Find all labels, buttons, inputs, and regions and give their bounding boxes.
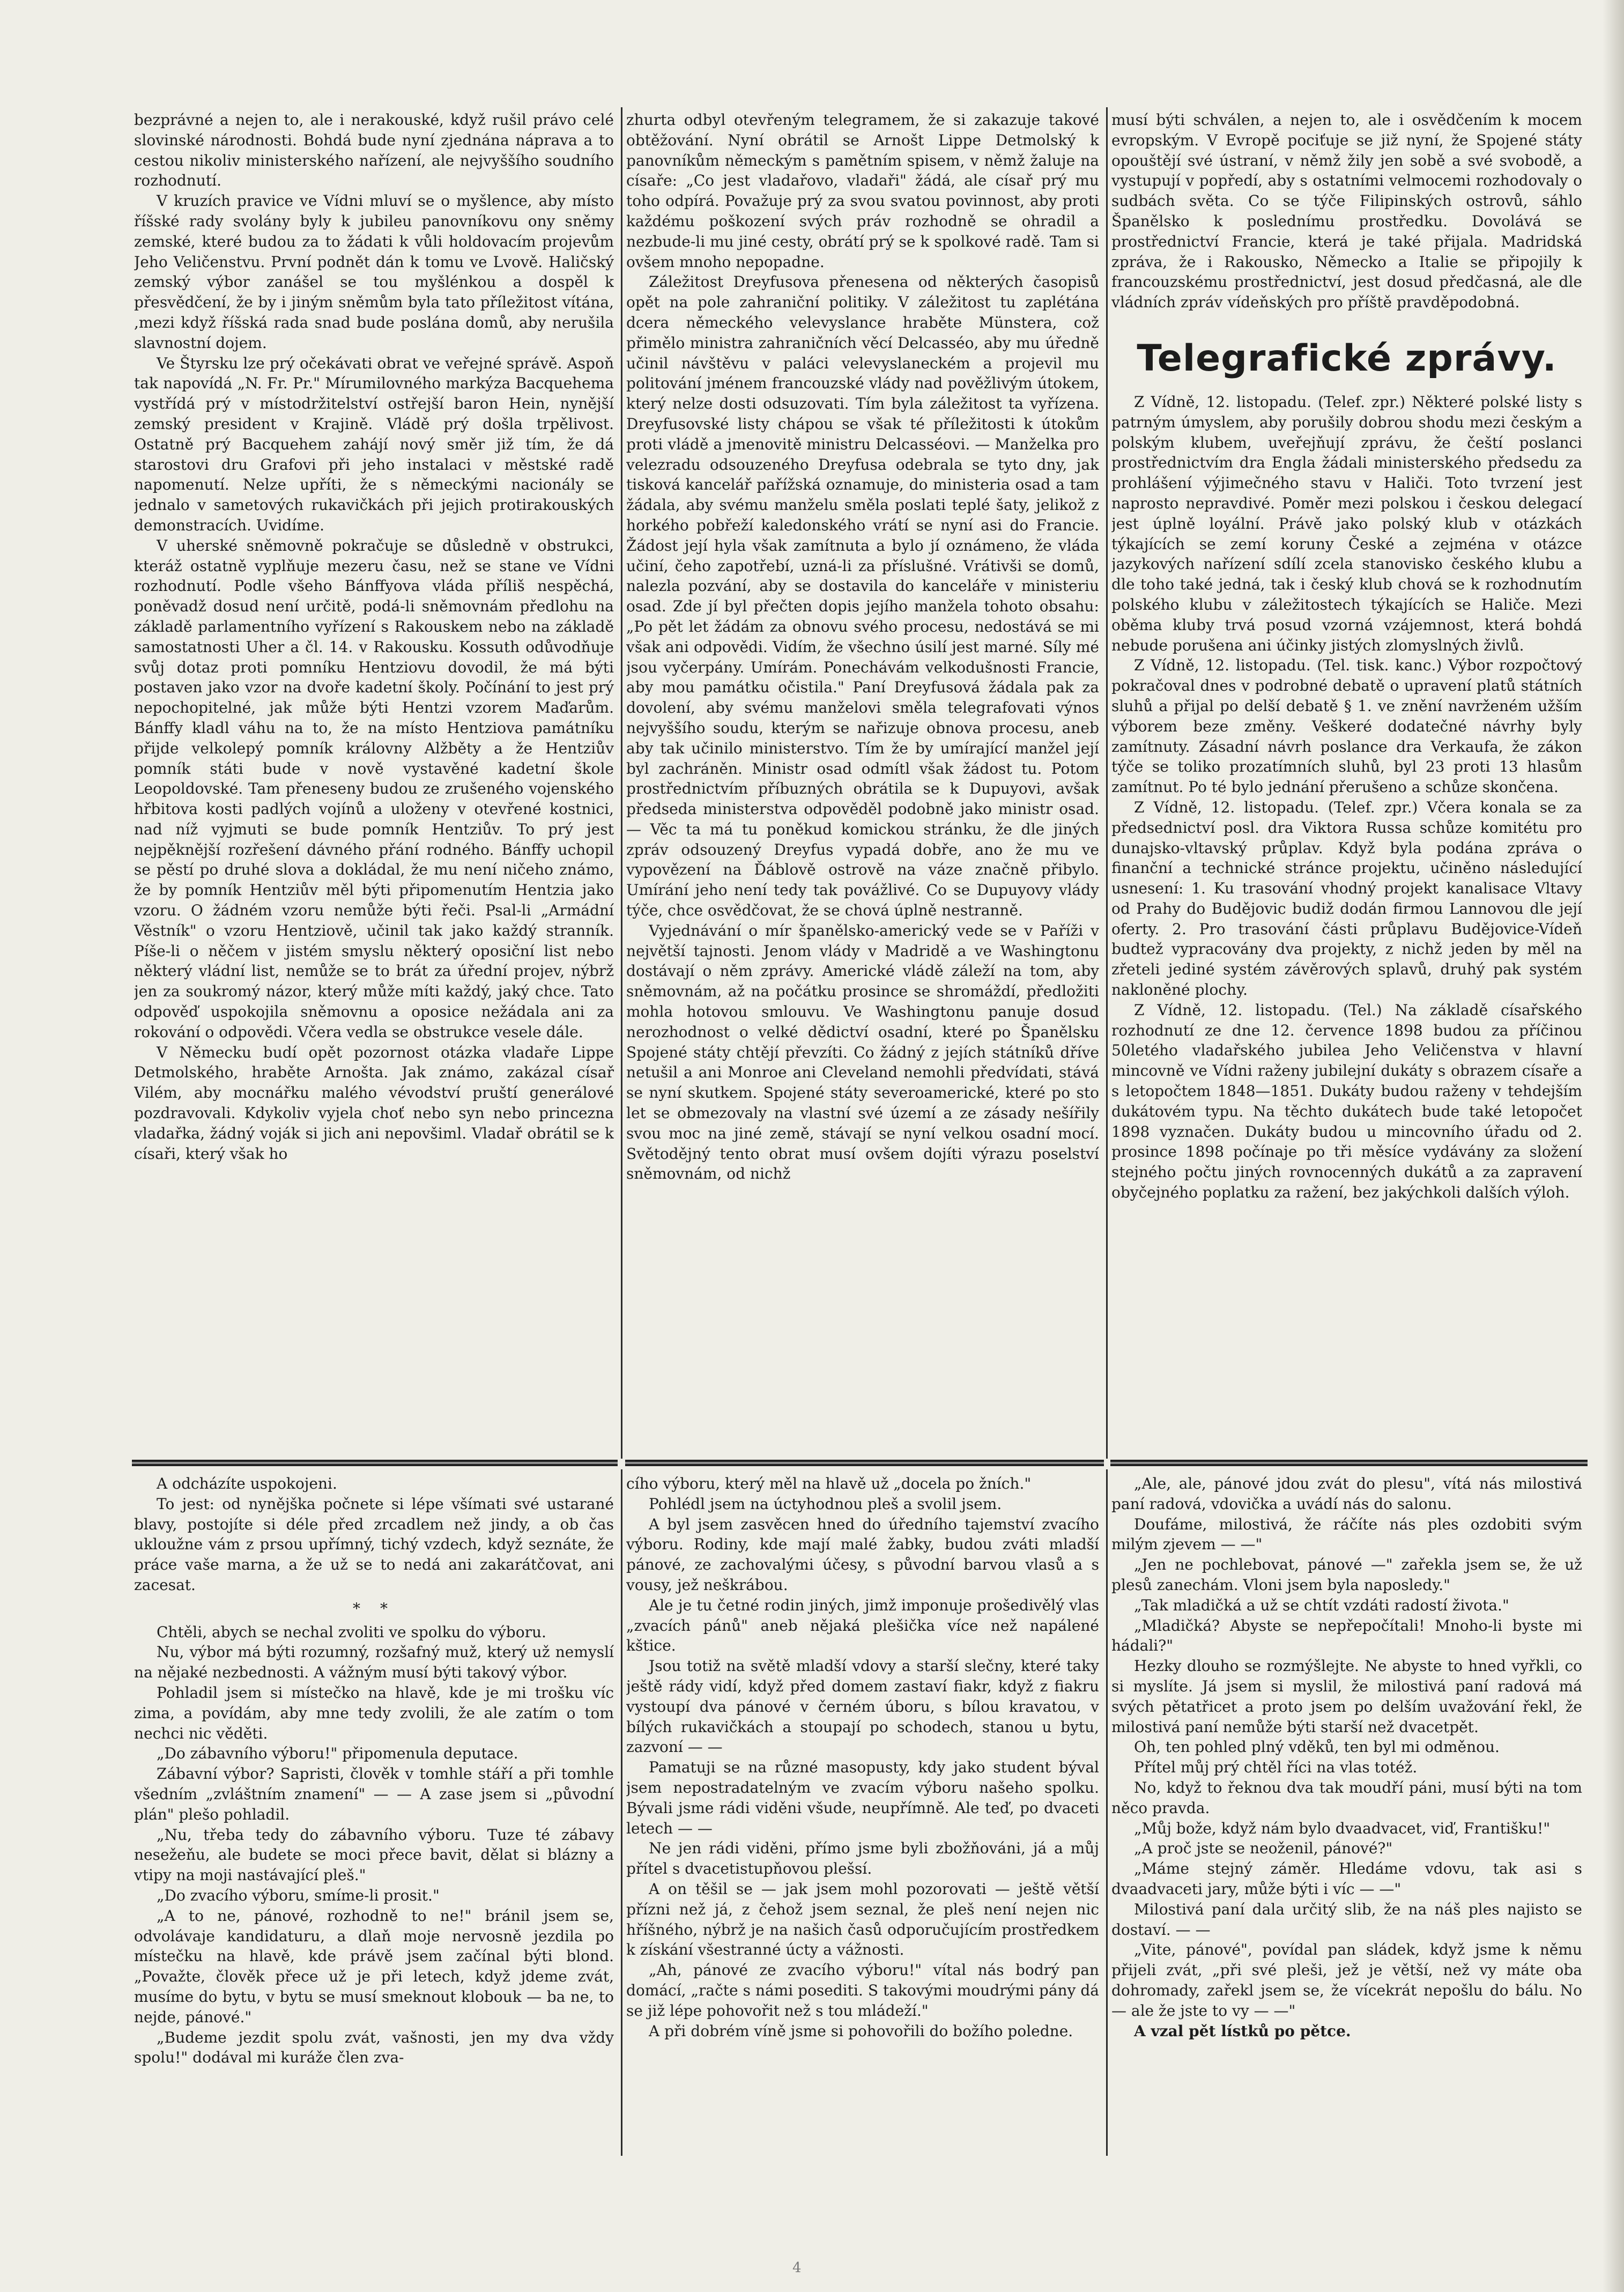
article-paragraph: Ve Štyrsku lze prý očekávati obrat ve veřejné správě. Aspoň tak napovídá „N. Fr. Pr." Mírumilovného markýza Bacquehema vystřídá prý v místodržitelství ostřejší baron Hein, nynější zemský president v Krajině. Vládě prý došla trpělivost. Ostatně prý Bacquehem zahájí nový směr již tím, že dá starostovi dru Grafovi při jeho instalaci v městské radě napomenutí. Nelze upříti, že s německými nacionály se jednalo v sametových rukavičkách při jejich protirakouských demonstracích. Uvidíme. — [134, 354, 614, 534]
feuilleton-paragraph: Ale je tu četné rodin jiných, jimž imponuje prošedivělý vlas „zvacích pánů" aneb nějaká plešička více než napálené kštice. — [626, 1596, 1099, 1655]
feuilleton-paragraph: A odcházíte uspokojeni. — [157, 1475, 337, 1492]
feuilleton-paragraph: A on těšil se — jak jsem mohl pozorovati — ještě větší přízni než já, z čehož jsem seznal, že pleš není nejen nic hříšného, nýbrž je na našich časů odporučujícím prostředkem k získání všestranné úcty a vážnosti. — [626, 1880, 1099, 1959]
feuilleton-paragraph: „Nu, třeba tedy do zábavního výboru. Tuze té zábavy nesežeňu, ale budete se moci přece bavit, dělat si blázny a vtipy na moji nastávající pleš." — [134, 1825, 614, 1884]
feuilleton-paragraph: Pohladil jsem si místečko na hlavě, kde je mi trošku víc zima, a povídám, aby mne tedy zvolili, že ale zatím o tom nechci nic věděti. — [134, 1683, 614, 1742]
column-rule-1 — [621, 107, 622, 1459]
article-paragraph: musí býti schválen, a nejen to, ale i osvědčením k mocem evropským. V Evropě pociťuje se již nyní, že Spojené státy opouštějí své ústraní, v němž žily jen sobě a své svobodě, a vystupují v popředí, aby s ostatními velmocemi rozhodovaly o sudbách světa. Co se týče Filipinských ostrovů, sáhlo Španělsko k poslednímu prostředku. Dovolává se prostřednictví Francie, která je také přijala. Madridská zpráva, že i Rakousko, Německo a Italie se připojily k francouzskému prostřednictví, jest dosud předčasná, ale dle vládních zpráv vídeňských pro příště pravděpodobná. — [1111, 111, 1582, 312]
column-middle-top — [626, 110, 1099, 1456]
feuilleton-paragraph: Milostivá paní dala určitý slib, že na náš ples najisto se dostaví. — — — [1111, 1900, 1582, 1939]
feuilleton-paragraph: cího výboru, který měl na hlavě už „docela po žních." — [626, 1475, 1032, 1492]
feuilleton-paragraph: „Můj bože, když nám bylo dvaadvacet, viď, Františku!" — [1134, 1819, 1551, 1837]
article-paragraph: Záležitost Dreyfusova přenesena od některých časopisů opět na pole zahraniční politiky. V záležitost tu zaplétána dcera německého velevyslance hraběte Münstera, což přimělo ministra zahraničních věcí Delcasséo, aby mu úředně učinil návštěvu v paláci velevyslaneckém a projevil mu politování jménem francouzské vlády nad pověžlivým útokem, který nelze dosti odsuzovati. Tím byla záležitost ta vyřízena. Dreyfusovské listy chápou se však té příležitosti k útokům proti vládě a jmenovitě ministru Delcasséovi. — Manželka pro velezradu odsouzeného Dreyfusa odebrala se tyto dny, jak tisková kancelář pařížská oznamuje, do ministeria osad a tam žádala, aby svému manželu směla poslati teplé šaty, jelikož z horkého pobřeží kaledonského vrátí se nyní asi do Francie. Žádost její hyla však zamítnuta a bylo jí oznámeno, že vláda učiní, čeho zapotřebí, uzná-li za příslušné. Vrátivši se domů, nalezla pozvání, aby se dostavila do kanceláře v ministeriu osad. Zde jí byl přečten dopis jejího manžela tohoto obsahu: „Po pět let žádám za obnovu svého procesu, nedostává se mi však ani odpovědi. Vidím, že všechno úsilí jest marné. Síly mé jsou vyčerpány. Umírám. Ponechávám velkodušnosti Francie, aby mou památku očistila." Paní Dreyfusová žádala pak za dovolení, aby svému manželovi směla telegrafovati výnos nejvyššího soudu, kterým se nařizuje obnova procesu, aneb aby tak učinilo ministerstvo. Tím že by umírající manžel její byl zachráněn. Ministr osad odmítl však žádost tu. Potom prostřednictvím příbuzných obrátila se k Dupuyovi, avšak předseda ministerstva odpověděl podobně jako ministr osad. — Věc ta má tu poněkud komickou stránku, že dle jiných zpráv odsouzený Dreyfus vypadá dobře, ano že mu ve vypovězení na Ďáblově ostrově na váze značně přibylo. Umírání jeho není tedy tak povážlivé. Co se Dupuyovy vlády týče, chce osvědčovat, že se chová úplně nestranně. — [626, 273, 1099, 920]
feuilleton-paragraph: „A to ne, pánové, rozhodně to ne!" bránil jsem se, odvolávaje kandidaturu, a dlaň moje nervosně jezdila po místečku na hlavě, kde právě jsem začínal býti blond. „Považte, člověk přece už je při letech, když jdeme zvát, musíme do bytu, v bytu se musí smeknout klobouk — ba ne, to nejde, pánové." — [134, 1906, 614, 2026]
telegrams-heading: Telegrafické zprávy. — [1137, 337, 1557, 380]
feuilleton-middle — [626, 1474, 1099, 2165]
feuilleton-right — [1111, 1474, 1582, 2165]
feuilleton-paragraph: „Ah, pánové ze zvacího výboru!" vítal nás bodrý pan domácí, „račte s námi posediti. S takovými moudrými pány dá se již lépe pohovořit než s tou mládeží." — [626, 1961, 1099, 2020]
feuilleton-closing-line: A vzal pět lístků po pětce. — [1134, 2022, 1351, 2040]
feuilleton-rule-middle — [625, 1460, 1104, 1466]
page-number: 4 — [792, 2260, 802, 2276]
feuilleton-paragraph: „Do zvacího výboru, smíme-li prosit." — [157, 1886, 440, 1904]
article-paragraph: V uherské sněmovně pokračuje se důsledně v obstrukci, kteráž ostatně vyplňuje mezeru času, než se stane ve Vídni rozhodnutí. Podle všeho Bánffyova vláda příliš nespěchá, poněvadž dosud není určitě, podá-li sněmovnám předlohu na základě parlamentního vyřízení s Rakouskem nebo na základě samostatnosti Uher a čl. 14. v Rakousku. Kossuth odůvodňuje svůj dotaz proti pomníku Hentziovu dovodil, že má býti postaven jako vzor na dvoře kadetní školy. Počínání to jest prý nepochopitelné, jak může býti Hentzi vzorem Maďarům. Bánffy kladl váhu na to, že na místo Hentziova památníku přijde velkolepý pomník královny Alžběty a že Hentziův pomník státi bude v nově vystavěné kadetní škole Leopoldovské. Tam přeneseny budou ze zrušeného vojenského hřbitova kosti padlých vojínů a uloženy v otevřené kostnici, nad níž vyjmuti se bude pomník Hentziův. To prý jest nejpěknější rozřešení dávného přání rodného. Bánffy uchopil se pěstí po druhé slova a dokládal, že mu není ničeho známo, že by pomník Hentziův měl býti připomenutím Hentzia jako vzoru. O žádném vzoru nemůže býti řeči. Psal-li „Armádní Věstník" o vzoru Hentziově, učinil tak jako každý stranník. Píše-li o něčem v jistém smyslu některý oposiční list nebo některý vládní list, nemůže se to brát za úřední projev, nýbrž jen za soukromý názor, který může míti každý, jaký chce. Tato odpověď uspokojila sněmovnu a oposice nežádala ani za rokování o odpovědi. Včera vedla se obstrukce vesele dále. — [134, 536, 614, 1041]
feuilleton-paragraph: To jest: od nynějška počnete si lépe všímati své ustarané blavy, postojíte si déle před zrcadlem než jindy, a ob čas ukloužne vám z prsou upřímný, tichý vzdech, když seznáte, že práce vaše marna, a že už se to nedá ani zakarátčovat, ani zacesat. — [134, 1495, 614, 1594]
feuilleton-paragraph: „Jen ne pochlebovat, pánové —" zařekla jsem se, že už plesů zanechám. Vloni jsem byla naposledy." — [1111, 1556, 1582, 1594]
feuilleton-paragraph: „Vite, pánové", povídal pan sládek, když jsme k němu přijeli zvát, „při své pleši, jež je větší, než vy máte oba dohromady, zařekl jsem se, že vícekrát nepošlu do bálu. No — ale že jste to vy — —" — [1111, 1941, 1582, 2020]
feuilleton-paragraph: „Ale, ale, pánové jdou zvát do plesu", vítá nás milostivá paní radová, vdovička a uvádí nás do salonu. — [1111, 1475, 1582, 1513]
feuilleton-paragraph: Přítel můj prý chtěl říci na vlas totéž. — [1134, 1758, 1418, 1777]
telegram-item: Z Vídně, 12. listopadu. (Tel.) Na základě císařského rozhodnutí ze dne 12. července 1898 budou za příčinou 50letého vladařského jubilea Jeho Veličenstva v hlavní mincovně ve Vídni raženy jubilejní dukáty s obrazem císaře a s letopočtem 1848—1851. Dukáty budou raženy v tehdejším dukátovém typu. Na těchto dukátech bude také letopočet 1898 vyznačen. Dukáty budou u mincovního úřadu od 2. prosince 1898 počínaje po tři měsíce vydávány za složení stejného počtu jiných rovnocenných dukátů a za zapravení obyčejného poplatku za ražení, bez jakýchkoli dalších výloh. — [1111, 1001, 1582, 1202]
page-edge-shadow — [1603, 0, 1624, 2292]
column-rule-2 — [1106, 107, 1108, 1459]
feuilleton-paragraph: „Do zábavního výboru!" připomenula deputace. — [157, 1744, 518, 1763]
column-left-top — [134, 110, 614, 1456]
column-right-top — [1111, 110, 1582, 1456]
feuilleton-paragraph: Oh, ten pohled plný vděků, ten byl mi odměnou. — [1134, 1738, 1500, 1756]
feuilleton-paragraph: Chtěli, abych se nechal zvoliti ve spolku do výboru. — [157, 1623, 546, 1641]
feuilleton-paragraph: A při dobrém víně jsme si pohovořili do božího poledne. — [649, 2022, 1073, 2040]
article-paragraph: V Německu budí opět pozornost otázka vladaře Lippe Detmolského, hraběte Arnošta. Jak známo, zakázal císař Vilém, aby mocnářku malého vévodství pruští generálové pozdravovali. Kdykoliv vyjela choť nebo syn nebo princezna vladařka, žádný voják si jich ani nepovšiml. Vladař obrátil se k císaři, který však ho — [134, 1043, 614, 1163]
feuilleton-paragraph: „Mladičká? Abyste se nepřepočítali! Mnoho-li byste mi hádali?" — [1111, 1616, 1582, 1655]
feuilleton-paragraph: „Tak mladičká a už se chtít vzdáti radostí života." — [1134, 1596, 1509, 1614]
feuilleton-paragraph: „Máme stejný záměr. Hledáme vdovu, tak asi s dvaadvaceti jary, může býti i víc — —" — [1111, 1860, 1582, 1898]
feuilleton-paragraph: Nu, výbor má býti rozumný, rozšafný muž, který už nemyslí na nějaké nezbednosti. A vážným musí býti takový výbor. — [134, 1643, 614, 1682]
feuilleton-paragraph: „Budeme jezdit spolu zvát, vašnosti, jen my dva vždy spolu!" dodával mi kuráže člen zva- — [134, 2028, 614, 2067]
section-break-asterisks: * * — [353, 1599, 395, 1617]
feuilleton-paragraph: Hezky dlouho se rozmýšlejte. Ne abyste to hned vyřkli, co si myslíte. Já jsem si myslil, že milostivá paní radová má svých pětatřicet a proto jsem po delším uvažování řekl, že milostivá paní nemůže býti starší než dvacetpět. — [1111, 1657, 1582, 1736]
article-paragraph: Vyjednávání o mír španělsko-americký vede se v Paříži v největší tajnosti. Jenom vlády v Madridě a ve Washingtonu dostávají o něm zprávy. Americké vládě záleží na tom, aby sněmovnám, až na počátku prosince se shromáždí, předložiti mohla hotovou smlouvu. Ve Washingtonu panuje dosud nerozhodnost o velké dědictví osadní, které po Španělsku Spojené státy chtějí převzíti. Co žádný z jejích státníků dříve netušil a ani Monroe ani Cleveland nemohli předvídati, stává se nyní skutkem. Spojené státy severoamerické, které po sto let se obmezovaly na vlastní své území a ze zásady nešířily svou moc na jiné země, stávají se nyní velkou osadní mocí. Světodějný tento obrat musí ovšem dojíti výrazu poselství sněmovnám, od nichž — [626, 921, 1099, 1183]
feuilleton-rule-right — [1110, 1460, 1588, 1466]
feuilleton-paragraph: Doufáme, milostivá, že ráčíte nás ples ozdobiti svým milým zjevem — —" — [1111, 1515, 1582, 1554]
feuilleton-paragraph: Jsou totiž na světě mladší vdovy a starší slečny, které taky ještě rády vidí, když před domem zastaví fiakr, když z fiakru vystoupí dva pánové v černém úboru, s bílou kravatou, v bílých rukavičkách a stoupají po schodech, stanou u bytu, zazvoní — — — [626, 1657, 1099, 1756]
feuilleton-paragraph: No, když to řeknou dva tak moudří páni, musí býti na tom něco pravda. — [1111, 1778, 1582, 1817]
article-paragraph: bezprávné a nejen to, ale i nerakouské, když rušil právo celé slovinské národnosti. Bohdá bude nyní zjednána náprava a to cestou nikoliv ministerského nařízení, ale nejvyššího soudního rozhodnutí. — [134, 111, 614, 190]
article-paragraph: V kruzích pravice ve Vídni mluví se o myšlence, aby místo říšské rady svolány byly k jubileu panovníkovu ony sněmy zemské, které budou za to žádati k vůli holdovacím projevům Jeho Veličenstvu. První podnět dán k tomu ve Lvově. Haličský zemský výbor zanášel se tou myšlénkou a dospěl k přesvědčení, že by i jiným sněmům byla tato příležitost vítána, ,mezi když říšská rada snad bude poslána domů, aby nerušila slavnostní dojem. — [134, 192, 614, 352]
telegram-item: Z Vídně, 12. listopadu. (Telef. zpr.) Včera konala se za předsednictví posl. dra Viktora Russa schůze komitétu pro dunajsko-vltavský průplav. Když byla podána zpráva o finanční a technické stránce projektu, učiněno následující usnesení: 1. Ku trasování vhodný projekt kanalisace Vltavy od Prahy do Budějovic budiž dodán firmou Lannovou dle její oferty. 2. Pro trasování části průplavu Budějovice-Vídeň budtež vypracovány dva projekty, z nichž jeden by měl na zřeteli jediné systém závěrových splavů, druhý pak systém nakloněné plochy. — [1111, 798, 1582, 999]
feuilleton-rule-left — [132, 1460, 618, 1466]
feuilleton-paragraph: Pamatuji se na různé masopusty, kdy jako student býval jsem nepostradatelným ve zvacím výboru našeho spolku. Bývali jsme rádi viděni všude, neupřímně. Ale teď, po dvaceti letech — — — [626, 1758, 1099, 1837]
article-paragraph: zhurta odbyl otevřeným telegramem, že si zakazuje takové obtěžování. Nyní obrátil se Arnošt Lippe Detmolský k panovníkům německým s pamětním spisem, v němž žaluje na císaře: „Co jest vladařovo, vladaři" žádá, ale císař prý mu toho odpírá. Považuje prý za svou svatou povinnost, aby proti každému poškození svých práv rozhodně se ohradil a nezbude-li mu jiné cesty, obrátí prý se k spolkové radě. Tam si ovšem mnoho nepopadne. — [626, 111, 1099, 271]
feuilleton-paragraph: Zábavní výbor? Sapristi, člověk v tomhle stáří a při tomhle všedním „zvláštním znamení" — — A zase jsem si „původní plán" plešo pohladil. — [134, 1765, 614, 1823]
telegram-item: Z Vídně, 12. listopadu. (Tel. tisk. kanc.) Výbor rozpočtový pokračoval dnes v podrobné debatě o upravení platů státních sluhů a přijal po delší debatě § 1. ve znění navrženém užším výborem beze změny. Veškeré dodatečné návrhy byly zamítnuty. Zásadní návrh poslance dra Verkaufa, že zákon týče se toliko prozatímních sluhů, byl 23 proti 13 hlasům zamítnut. Po té bylo jednání přerušeno a schůze skončena. — [1111, 656, 1582, 796]
feuilleton-left — [134, 1474, 614, 2165]
column-rule-4 — [1106, 1469, 1108, 2156]
column-rule-3 — [621, 1469, 622, 2156]
feuilleton-paragraph: Ne jen rádi viděni, přímo jsme byli zbožňováni, já a můj přítel s dvacetistupňovou plešsí. — [626, 1839, 1099, 1878]
telegram-item: Z Vídně, 12. listopadu. (Telef. zpr.) Některé polské listy s patrným úmyslem, aby porušily dobrou shodu mezi českým a polským klubem, uveřejňují zprávu, že čeští poslanci prostřednictvím dra Engla žádali ministerského předsedu za prohlášení výjimečného stavu v Haliči. Toto tvrzení jest naprosto nepravdivé. Poměr mezi polskou i českou delegací jest úplně loyální. Právě jako polský klub v otázkách týkajících se zemí koruny České a zejména v otázce jazykových nařízení sdílí zcela stanovisko českého klubu a dle toho také jedná, tak i český klub chová se k rozhodnutím polského klubu v záležitostech týkajících se Haliče. Mezi oběma kluby trvá posud vzorná vzájemnost, která bohdá nebude porušena ani účinky jistých zlomyslných živlů. — [1111, 393, 1582, 654]
feuilleton-paragraph: Pohlédl jsem na úctyhodnou pleš a svolil jsem. — [649, 1495, 1002, 1513]
feuilleton-paragraph: „A proč jste se neoženil, pánové?" — [1134, 1839, 1393, 1858]
feuilleton-paragraph: A byl jsem zasvěcen hned do úředního tajemství zvacího výboru. Rodiny, kde mají malé žabky, budou zváti mladší pánové, ze zachovalými účesy, s původní barvou vlasů a s vousy, jež neškrábou. — [626, 1515, 1099, 1594]
